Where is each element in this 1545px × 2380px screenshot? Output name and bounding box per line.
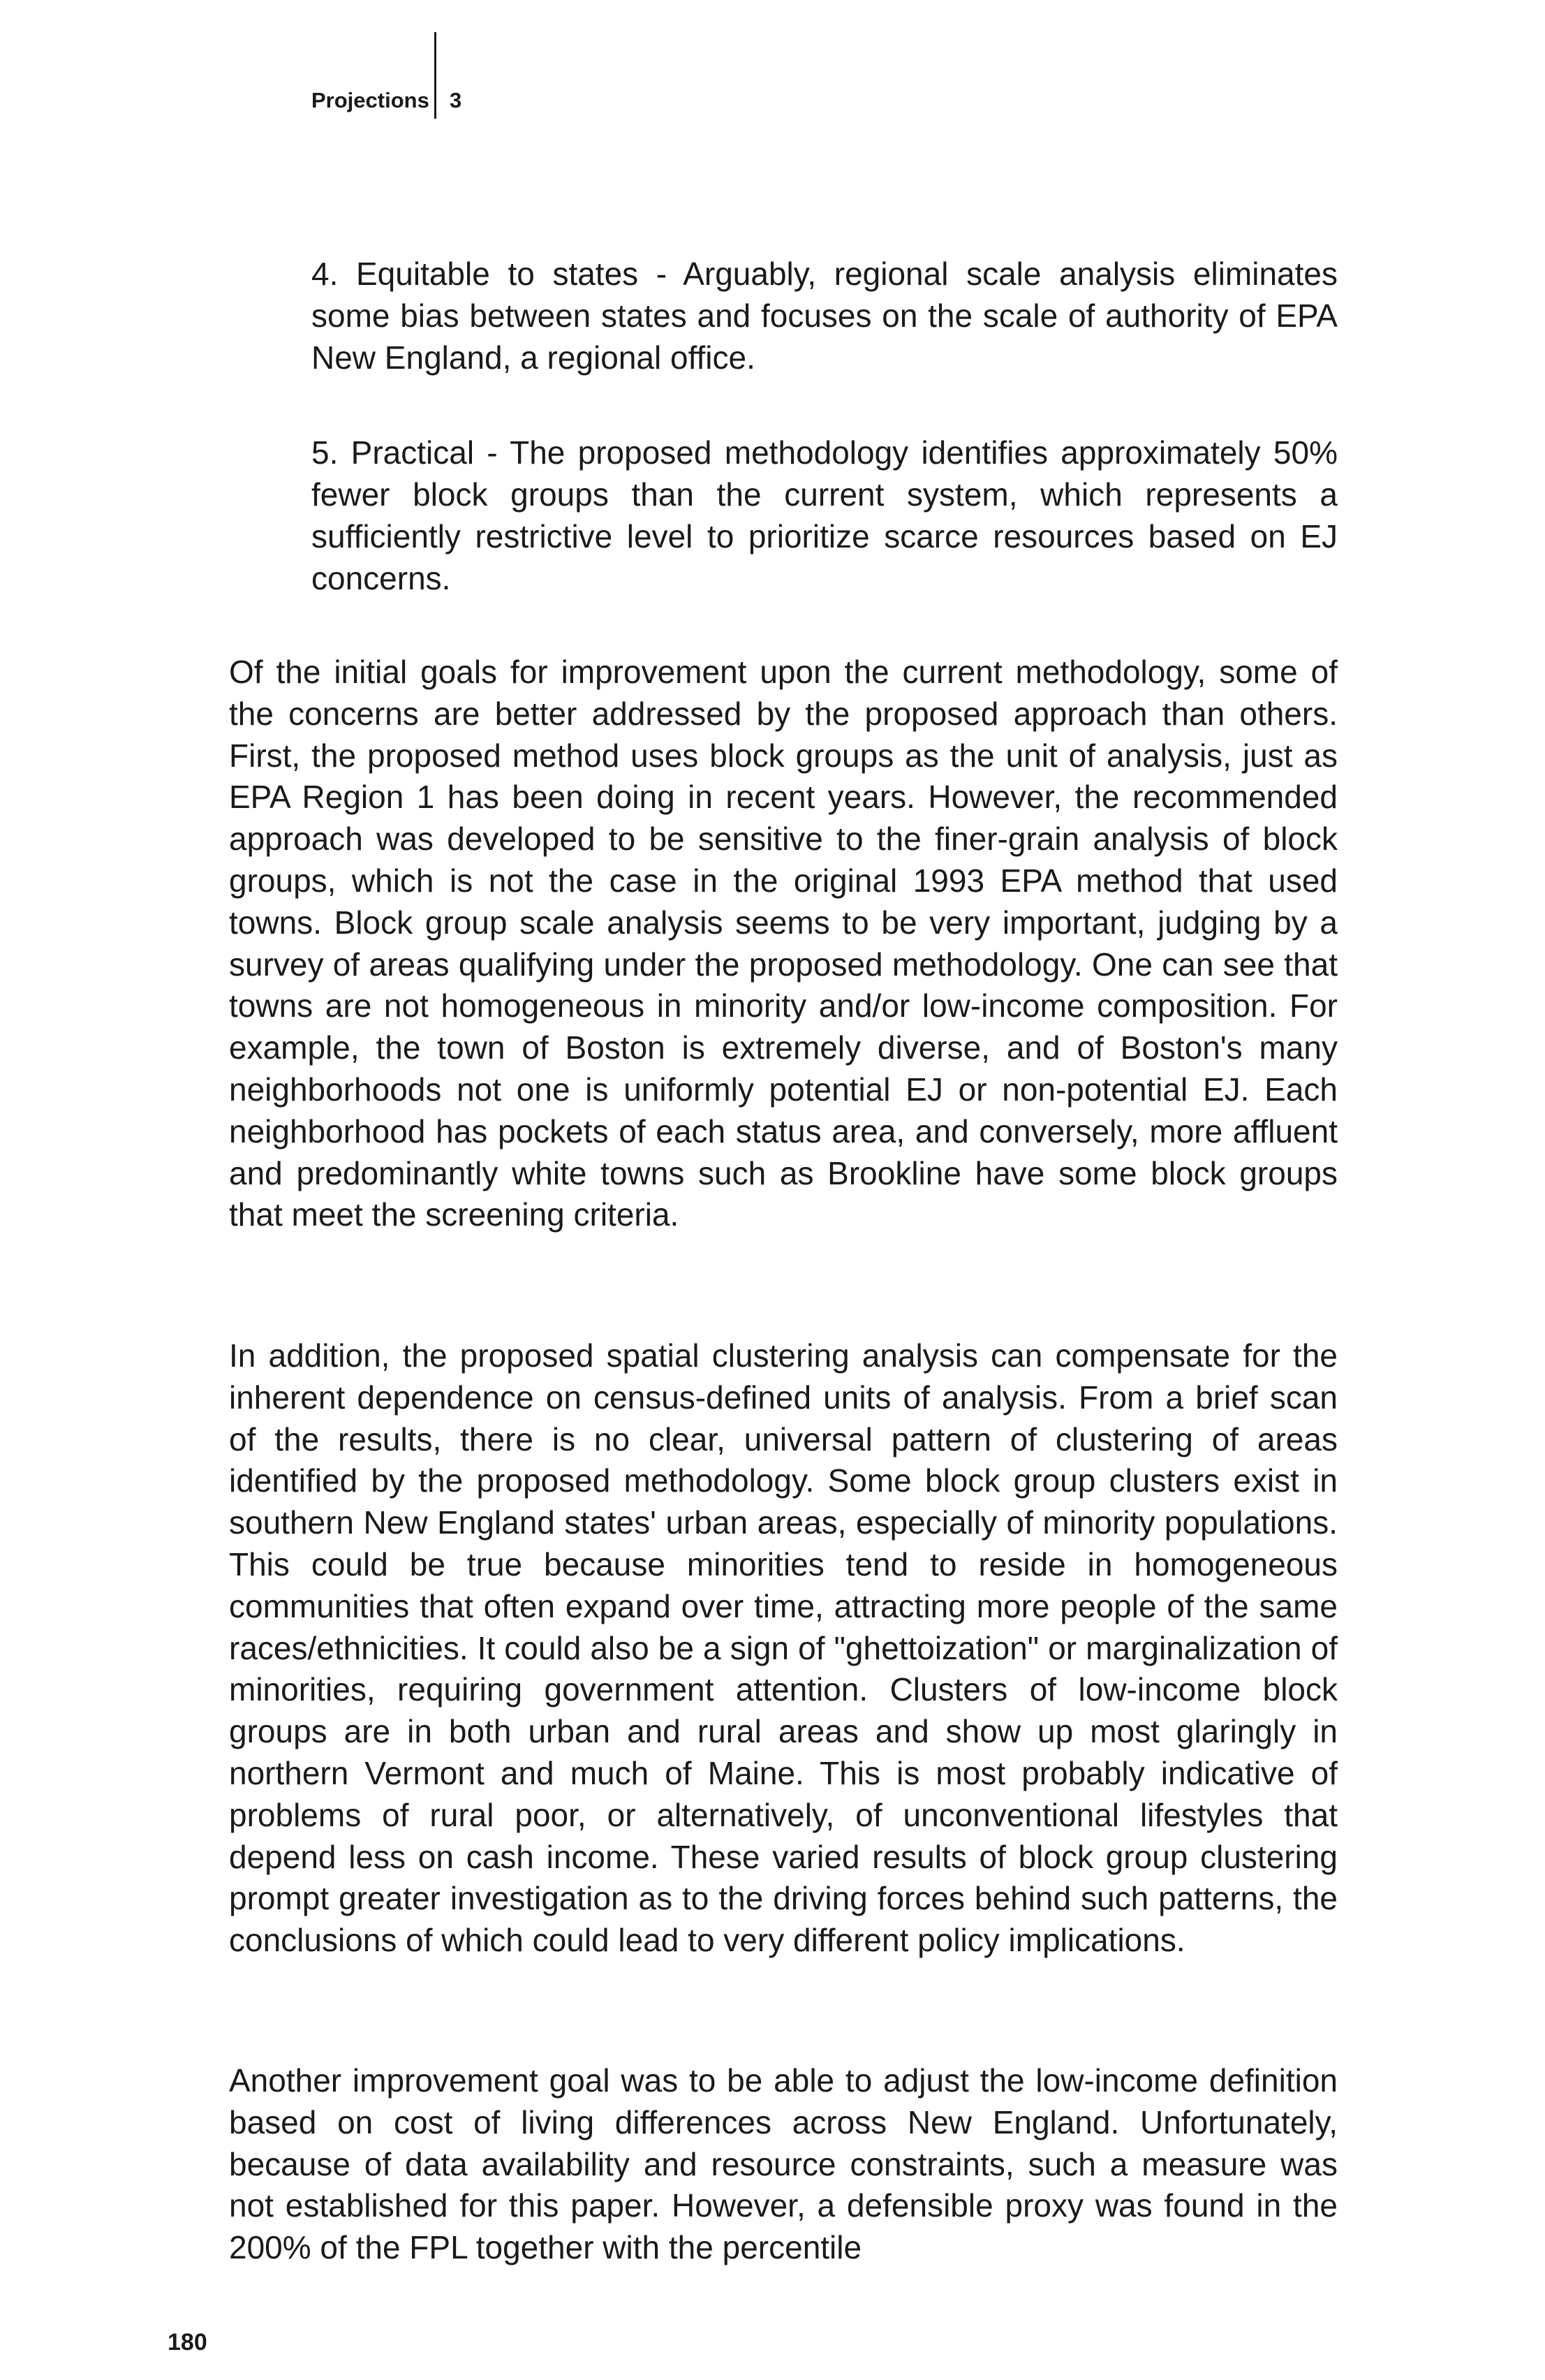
paragraph-spatial-clustering: In addition, the proposed spatial clustering analysis can compensate for the inherent dependence on census-defined units of analysis. From a brief scan of the results, there is no clear, universal pattern of clustering of areas identified by the proposed methodology. Some block group clusters exist in southern New England states' urban areas, especially of minority populations. This could be true because minorities tend to reside in homogeneous communities that often expand over time, attracting more people of the same races/ethnicities. It could also be a sign of "ghettoization" or marginalization of minorities, requiring government attention. Clusters of low-income block groups are in both urban and rural areas and show up most glaringly in northern Vermont and much of Maine. This is most probably indicative of problems of rural poor, or alternatively, of unconventional lifestyles that depend less on cash income. These varied results of block group clustering prompt greater investigation as to the driving forces behind such patterns, the conclusions of which could lead to very different policy implications.: [229, 1337, 1338, 1959]
header-divider: [434, 32, 436, 119]
list-item-4: 4. Equitable to states - Arguably, regional scale analysis eliminates some bias between states and focuses on the scale of authority of EPA New England, a regional office.: [311, 256, 1338, 376]
paragraph-low-income-definition: Another improvement goal was to be able to adjust the low-income definition based on cost of living differences across New England. Unfortunately, because of data availability and resource constraints, such a measure was not established for this paper. However, a defensible proxy was found in the 200% of the FPL together with the percentile: [229, 2062, 1338, 2266]
page-number: 180: [168, 2329, 207, 2356]
paragraph-improvement-goals: Of the initial goals for improvement upon the current methodology, some of the concerns are better addressed by the proposed approach than others. First, the proposed method uses block groups as the unit of analysis, just as EPA Region 1 has been doing in recent years. However, the recommended approach was developed to be sensitive to the finer-grain analysis of block groups, which is not the case in the original 1993 EPA method that used towns. Block group scale analysis seems to be very important, judging by a survey of areas qualifying under the proposed methodology. One can see that towns are not homogeneous in minority and/or low-income composition. For example, the town of Boston is extremely diverse, and of Boston's many neighborhoods not one is uniformly potential EJ or non-potential EJ. Each neighborhood has pockets of each status area, and conversely, more affluent and predominantly white towns such as Brookline have some block groups that meet the screening criteria.: [229, 654, 1338, 1233]
chapter-number: 3: [450, 88, 462, 112]
running-header: [311, 87, 462, 115]
list-item-5: 5. Practical - The proposed methodology identifies approximately 50% fewer block groups than the current system, which represents a sufficiently restrictive level to prioritize scarce resources based on EJ concerns.: [311, 434, 1338, 596]
section-title: Projections: [311, 88, 429, 112]
